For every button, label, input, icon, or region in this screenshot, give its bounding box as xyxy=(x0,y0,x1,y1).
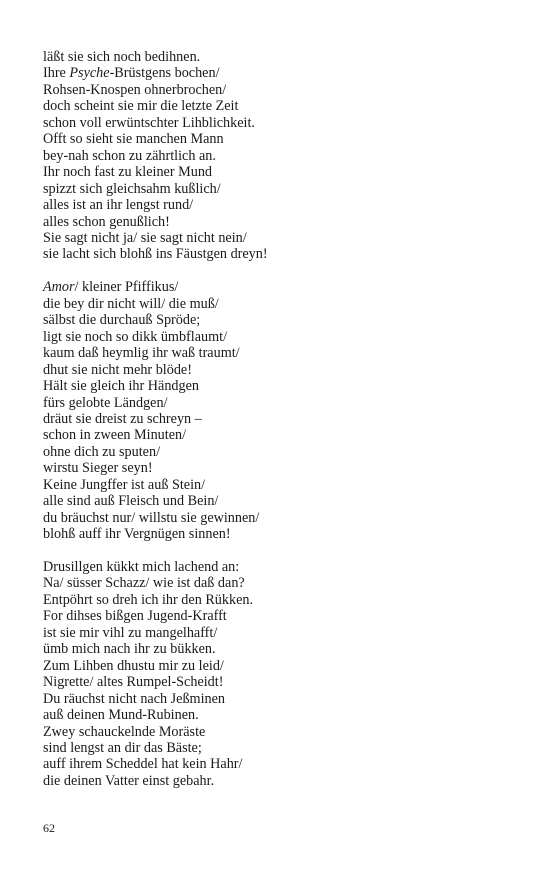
line-text: ohne dich zu sputen/ xyxy=(43,443,161,460)
line-text: doch scheint sie mir die letzte Zeit xyxy=(43,98,239,115)
poem-line xyxy=(43,395,530,411)
line-text: alles schon genußlich! xyxy=(43,213,170,230)
line-text: Nigrette/ altes Rumpel-Scheidt! xyxy=(43,674,224,691)
poem-line xyxy=(43,608,530,624)
poem-line xyxy=(43,197,530,213)
line-text: bey-nah schon zu zährtlich an. xyxy=(43,147,216,164)
stanza-gap xyxy=(43,543,530,559)
poem-line xyxy=(43,526,530,542)
stanza xyxy=(43,49,530,263)
poem-line xyxy=(43,493,530,509)
stanza xyxy=(43,279,530,542)
line-text: schon in zween Minuten/ xyxy=(43,427,187,444)
poem-line xyxy=(43,427,530,443)
poem-line xyxy=(43,625,530,641)
poem-line xyxy=(43,164,530,180)
line-text: kaum daß heymlig ihr waß traumt/ xyxy=(43,345,240,362)
poem-line xyxy=(43,82,530,98)
line-text: Ihr noch fast zu kleiner Mund xyxy=(43,164,213,181)
poem-line xyxy=(43,329,530,345)
italic-text: Amor xyxy=(43,279,75,296)
poem-line xyxy=(43,345,530,361)
line-text: dhut sie nicht mehr blöde! xyxy=(43,361,192,378)
poem-line xyxy=(43,641,530,657)
line-text: ligt sie noch so dikk ümbflaumt/ xyxy=(43,328,228,345)
line-text: Entpöhrt so dreh ich ihr den Rükken. xyxy=(43,591,254,608)
poem-line xyxy=(43,559,530,575)
line-text: schon voll erwüntschter Lihblichkeit. xyxy=(43,114,255,131)
line-text: du bräuchst nur/ willstu sie gewinnen/ xyxy=(43,509,260,526)
poem-line xyxy=(43,724,530,740)
poem-line xyxy=(43,312,530,328)
line-text: auff ihrem Scheddel hat kein Hahr/ xyxy=(43,756,243,773)
line-text: / kleiner Pfiffikus/ xyxy=(74,279,179,296)
poem-line xyxy=(43,131,530,147)
line-text: Drusillgen kükkt mich lachend an: xyxy=(43,559,240,576)
line-text: ist sie mir vihl zu mangelhafft/ xyxy=(43,624,218,641)
poem-line xyxy=(43,477,530,493)
italic-text: Psyche xyxy=(69,65,110,82)
line-text: auß deinen Mund-Rubinen. xyxy=(43,707,199,724)
line-text: Rohsen-Knospen ohnerbrochen/ xyxy=(43,81,227,98)
poem-line xyxy=(43,181,530,197)
poem-line xyxy=(43,691,530,707)
poem-line xyxy=(43,460,530,476)
poem-line xyxy=(43,592,530,608)
line-text: Keine Jungffer ist auß Stein/ xyxy=(43,476,206,493)
page-number: 62 xyxy=(43,821,55,835)
line-text: ümb mich nach ihr zu bükken. xyxy=(43,641,216,658)
poem-line xyxy=(43,246,530,262)
line-text: Offt so sieht sie manchen Mann xyxy=(43,131,224,148)
line-text: Hält sie gleich ihr Händgen xyxy=(43,378,200,395)
line-text: dräut sie dreist zu schreyn – xyxy=(43,410,202,427)
poem-line xyxy=(43,756,530,772)
poem-line xyxy=(43,115,530,131)
poem-line xyxy=(43,740,530,756)
line-text: Zum Lihben dhustu mir zu leid/ xyxy=(43,657,224,674)
line-text: blohß auff ihr Vergnügen sinnen! xyxy=(43,526,231,543)
poem-line xyxy=(43,214,530,230)
line-text: läßt sie sich noch bedihnen. xyxy=(43,49,201,65)
stanza xyxy=(43,559,530,789)
poem-line xyxy=(43,230,530,246)
poem-line xyxy=(43,49,530,65)
line-text: -Brüstgens bochen/ xyxy=(109,65,220,82)
line-text: fürs gelobte Ländgen/ xyxy=(43,394,168,411)
poem-line xyxy=(43,444,530,460)
line-text: die bey dir nicht will/ die muß/ xyxy=(43,295,219,312)
stanza-gap xyxy=(43,263,530,279)
poem-line xyxy=(43,362,530,378)
line-text: For dihses bißgen Jugend-Krafft xyxy=(43,608,227,625)
poem-line xyxy=(43,296,530,312)
poem-line xyxy=(43,98,530,114)
poem-line xyxy=(43,411,530,427)
line-text: alle sind auß Fleisch und Bein/ xyxy=(43,493,219,510)
line-text: Na/ süsser Schazz/ wie ist daß dan? xyxy=(43,575,245,592)
poem-line xyxy=(43,510,530,526)
line-text: spizzt sich gleichsahm kußlich/ xyxy=(43,180,221,197)
line-text: wirstu Sieger seyn! xyxy=(43,460,153,477)
line-text: alles ist an ihr lengst rund/ xyxy=(43,197,194,214)
poem-line xyxy=(43,658,530,674)
poem-line xyxy=(43,65,530,81)
poem-text xyxy=(43,49,530,789)
line-text: sie lacht sich blohß ins Fäustgen dreyn! xyxy=(43,246,268,263)
poem-line xyxy=(43,674,530,690)
poem-line xyxy=(43,707,530,723)
line-text: Zwey schauckelnde Moräste xyxy=(43,723,206,740)
poem-line xyxy=(43,575,530,591)
line-text: sälbst die durchauß Spröde; xyxy=(43,312,201,329)
poem-line xyxy=(43,773,530,789)
line-text: Sie sagt nicht ja/ sie sagt nicht nein/ xyxy=(43,229,247,246)
poem-line xyxy=(43,148,530,164)
line-text: Du räuchst nicht nach Jeßminen xyxy=(43,690,226,707)
poem-line xyxy=(43,378,530,394)
line-text: Ihre xyxy=(43,65,70,82)
line-text: sind lengst an dir das Bäste; xyxy=(43,740,202,756)
line-text: die deinen Vatter einst gebahr. xyxy=(43,772,215,789)
poem-line xyxy=(43,279,530,295)
